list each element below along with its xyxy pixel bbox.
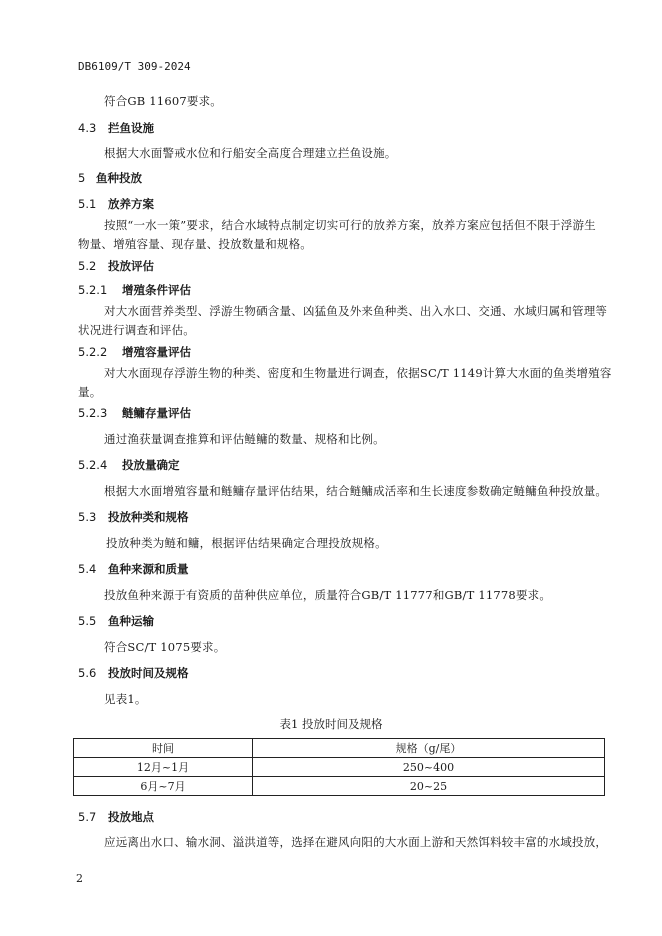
table-cell: 6月~7月 (74, 777, 253, 796)
paragraph-line: 按照“一水一策”要求，结合水域特点制定切实可行的放养方案，放养方案应包括但不限于浮游生 (104, 218, 596, 232)
table-row (74, 758, 605, 777)
paragraph: 见表1。 (104, 692, 147, 706)
paragraph-line: 状况进行调查和评估。 (78, 323, 195, 337)
section-heading-5-2: 5.2 投放评估 (78, 259, 154, 273)
table-cell: 250~400 (253, 758, 605, 777)
paragraph: 投放种类为鲢和鳙，根据评估结果确定合理投放规格。 (106, 536, 387, 550)
paragraph: 符合GB 11607要求。 (104, 94, 222, 108)
table-caption: 表1 投放时间及规格 (279, 717, 383, 731)
table-row (74, 777, 605, 796)
paragraph: 符合SC/T 1075要求。 (104, 640, 226, 654)
paragraph: 投放鱼种来源于有资质的苗种供应单位，质量符合GB/T 11777和GB/T 11778要求。 (104, 588, 552, 602)
paragraph: 通过渔获量调查推算和评估鲢鳙的数量、规格和比例。 (104, 432, 385, 446)
section-heading-4-3: 4.3 拦鱼设施 (78, 121, 154, 135)
paragraph: 根据大水面增殖容量和鲢鳙存量评估结果，结合鲢鳙成活率和生长速度参数确定鲢鳙鱼种投放量。 (104, 484, 608, 498)
section-heading-5: 5 鱼种投放 (78, 171, 142, 185)
column-header: 规格（g/尾） (253, 739, 605, 758)
section-heading-5-5: 5.5 鱼种运输 (78, 614, 154, 628)
section-heading-5-2-1: 5.2.1 增殖条件评估 (78, 283, 191, 297)
page-number: 2 (76, 872, 83, 885)
paragraph-line: 量。 (78, 385, 102, 399)
section-heading-5-1: 5.1 放养方案 (78, 197, 154, 211)
paragraph: 应远离出水口、输水洞、溢洪道等，选择在避风向阳的大水面上游和天然饵料较丰富的水域投放， (104, 835, 608, 849)
paragraph-line: 对大水面营养类型、浮游生物硒含量、凶猛鱼及外来鱼种类、出入水口、交通、水域归属和管理等 (104, 304, 608, 318)
schedule-table (73, 738, 605, 796)
section-heading-5-3: 5.3 投放种类和规格 (78, 510, 189, 524)
paragraph-line: 对大水面现存浮游生物的种类、密度和生物量进行调查，依据SC/T 1149计算大水面的鱼类增殖容 (104, 366, 612, 380)
table-header-row (74, 739, 605, 758)
section-heading-5-2-4: 5.2.4 投放量确定 (78, 458, 180, 472)
section-heading-5-4: 5.4 鱼种来源和质量 (78, 562, 189, 576)
paragraph-line: 物量、增殖容量、现存量、投放数量和规格。 (78, 237, 312, 251)
table-cell: 20~25 (253, 777, 605, 796)
section-heading-5-2-2: 5.2.2 增殖容量评估 (78, 345, 191, 359)
document-code: DB6109/T 309-2024 (78, 60, 191, 73)
table-cell: 12月~1月 (74, 758, 253, 777)
section-heading-5-6: 5.6 投放时间及规格 (78, 666, 189, 680)
column-header: 时间 (74, 739, 253, 758)
section-heading-5-2-3: 5.2.3 鲢鳙存量评估 (78, 406, 191, 420)
paragraph: 根据大水面警戒水位和行船安全高度合理建立拦鱼设施。 (104, 146, 397, 160)
section-heading-5-7: 5.7 投放地点 (78, 810, 154, 824)
